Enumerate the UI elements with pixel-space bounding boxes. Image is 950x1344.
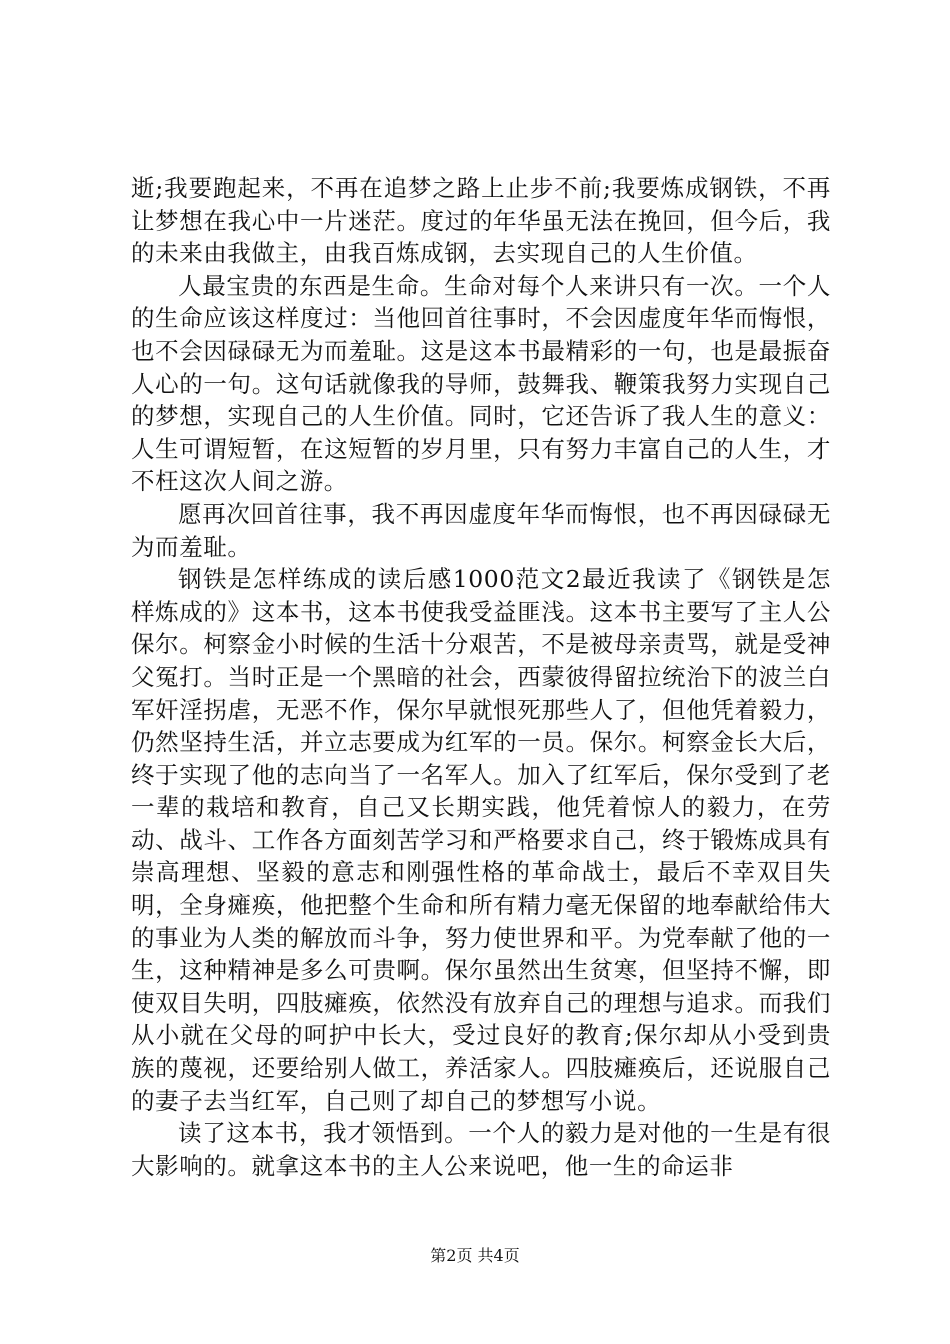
paragraph-4: 钢铁是怎样练成的读后感1000范文2最近我读了《钢铁是怎样炼成的》这本书，这本书使我受益匪浅。这本书主要写了主人公保尔。柯察金小时候的生活十分艰苦，不是被母亲责骂，就是受神父冤打。当时正是一个黑暗的社会，西蒙彼得留拉统治下的波兰白军奸淫拐虐，无恶不作，保尔早就恨死那些人了，但他凭着毅力，仍然坚持生活，并立志要成为红军的一员。保尔。柯察金长大后，终于实现了他的志向当了一名军人。加入了红军后，保尔受到了老一辈的栽培和教育，自己又长期实践，他凭着惊人的毅力，在劳动、战斗、工作各方面刻苦学习和严格要求自己，终于锻炼成具有崇高理想、坚毅的意志和刚强性格的革命战士，最后不幸双目失明，全身瘫痪，他把整个生命和所有精力毫无保留的地奉献给伟大的事业为人类的解放而斗争，努力使世界和平。为党奉献了他的一生，这种精神是多么可贵啊。保尔虽然出生贫寒，但坚持不懈，即使双目失明，四肢瘫痪，依然没有放弃自己的理想与追求。而我们从小就在父母的呵护中长大，受过良好的教育;保尔却从小受到贵族的蔑视，还要给别人做工，养活家人。四肢瘫痪后，还说服自己的妻子去当红军，自己则了却自己的梦想写小说。 — [131, 565, 831, 1115]
paragraph-2: 人最宝贵的东西是生命。生命对每个人来讲只有一次。一个人的生命应该这样度过：当他回首往事时，不会因虚度年华而悔恨，也不会因碌碌无为而羞耻。这是这本书最精彩的一句，也是最振奋人心的一句。这句话就像我的导师，鼓舞我、鞭策我努力实现自己的梦想，实现自己的人生价值。同时，它还告诉了我人生的意义：人生可谓短暂，在这短暂的岁月里，只有努力丰富自己的人生，才不枉这次人间之游。 — [131, 271, 831, 496]
page-number-footer: 第2页 共4页 — [430, 1246, 520, 1265]
paragraph-3: 愿再次回首往事，我不再因虚度年华而悔恨，也不再因碌碌无为而羞耻。 — [131, 499, 831, 561]
document-body — [131, 172, 831, 1182]
paragraph-5: 读了这本书，我才领悟到。一个人的毅力是对他的一生是有很大影响的。就拿这本书的主人公来说吧，他一生的命运非 — [131, 1119, 831, 1180]
paragraph-1: 逝;我要跑起来，不再在追梦之路上止步不前;我要炼成钢铁，不再让梦想在我心中一片迷茫。度过的年华虽无法在挽回，但今后，我的未来由我做主，由我百炼成钢，去实现自己的人生价值。 — [131, 174, 831, 268]
